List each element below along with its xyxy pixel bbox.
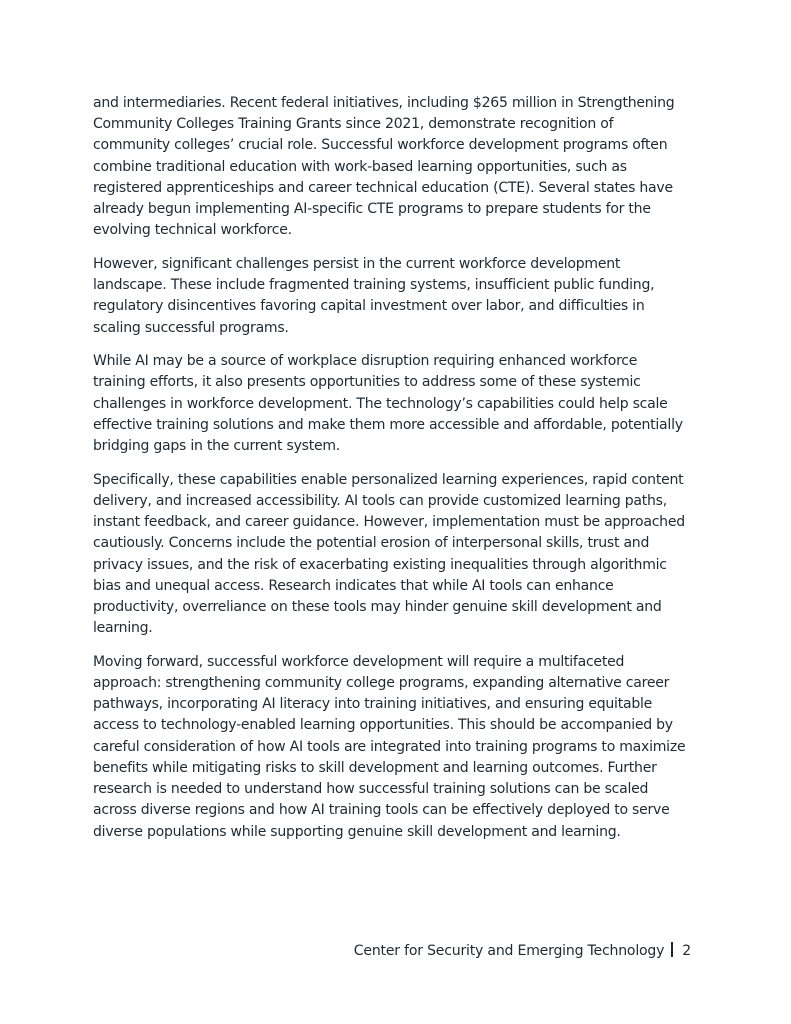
paragraph-4: Specifically, these capabilities enable personalized learning experiences, rapid content delivery, and increased accessibility. AI tools can provide customized learning paths, instant feedback, and career guidance. However, implementation must be approached cautiously. Concerns include the potential erosion of interpersonal skills, trust and privacy issues, and the risk of exacerbating existing inequalities through algorithmic bias and unequal access. Research indicates that while AI tools can enhance productivity, overreliance on these tools may hinder genuine skill development and learning. — [93, 471, 685, 637]
page-footer — [354, 941, 691, 962]
footer-separator — [671, 942, 673, 957]
paragraph-5: Moving forward, successful workforce development will require a multifaceted approach: strengthening community college programs, expanding alternative career pathways, incorporating AI literacy into training initiatives, and ensuring equitable access to technology-enabled learning opportunities. This should be accompanied by careful consideration of how AI tools are integrated into training programs to maximize benefits while mitigating risks to skill development and learning outcomes. Further research is needed to understand how successful training solutions can be scaled across diverse regions and how AI training tools can be effectively deployed to serve diverse populations while supporting genuine skill development and learning. — [93, 653, 686, 840]
paragraph-2: However, significant challenges persist in the current workforce development landscape. These include fragmented training systems, insufficient public funding, regulatory disincentives favoring capital investment over labor, and difficulties in scaling successful programs. — [93, 255, 655, 336]
page-number: 2 — [682, 943, 691, 959]
paragraph-3: While AI may be a source of workplace disruption requiring enhanced workforce training efforts, it also presents opportunities to address some of these systemic challenges in workforce development. The technology’s capabilities could help scale effective training solutions and make them more accessible and affordable, potentially bridging gaps in the current system. — [93, 353, 683, 455]
paragraph-1: and intermediaries. Recent federal initiatives, including $265 million in Strengthening Community Colleges Training Grants since 2021, demonstrate recognition of community colleges’ crucial role. Successful workforce development programs often combine traditional education with work-based learning opportunities, such as registered apprenticeships and career technical education (CTE). Several states have already begun implementing AI-specific CTE programs to prepare students for the evolving technical workforce. — [93, 95, 675, 239]
body-text — [93, 93, 700, 855]
footer-organization: Center for Security and Emerging Technology — [353, 943, 665, 959]
